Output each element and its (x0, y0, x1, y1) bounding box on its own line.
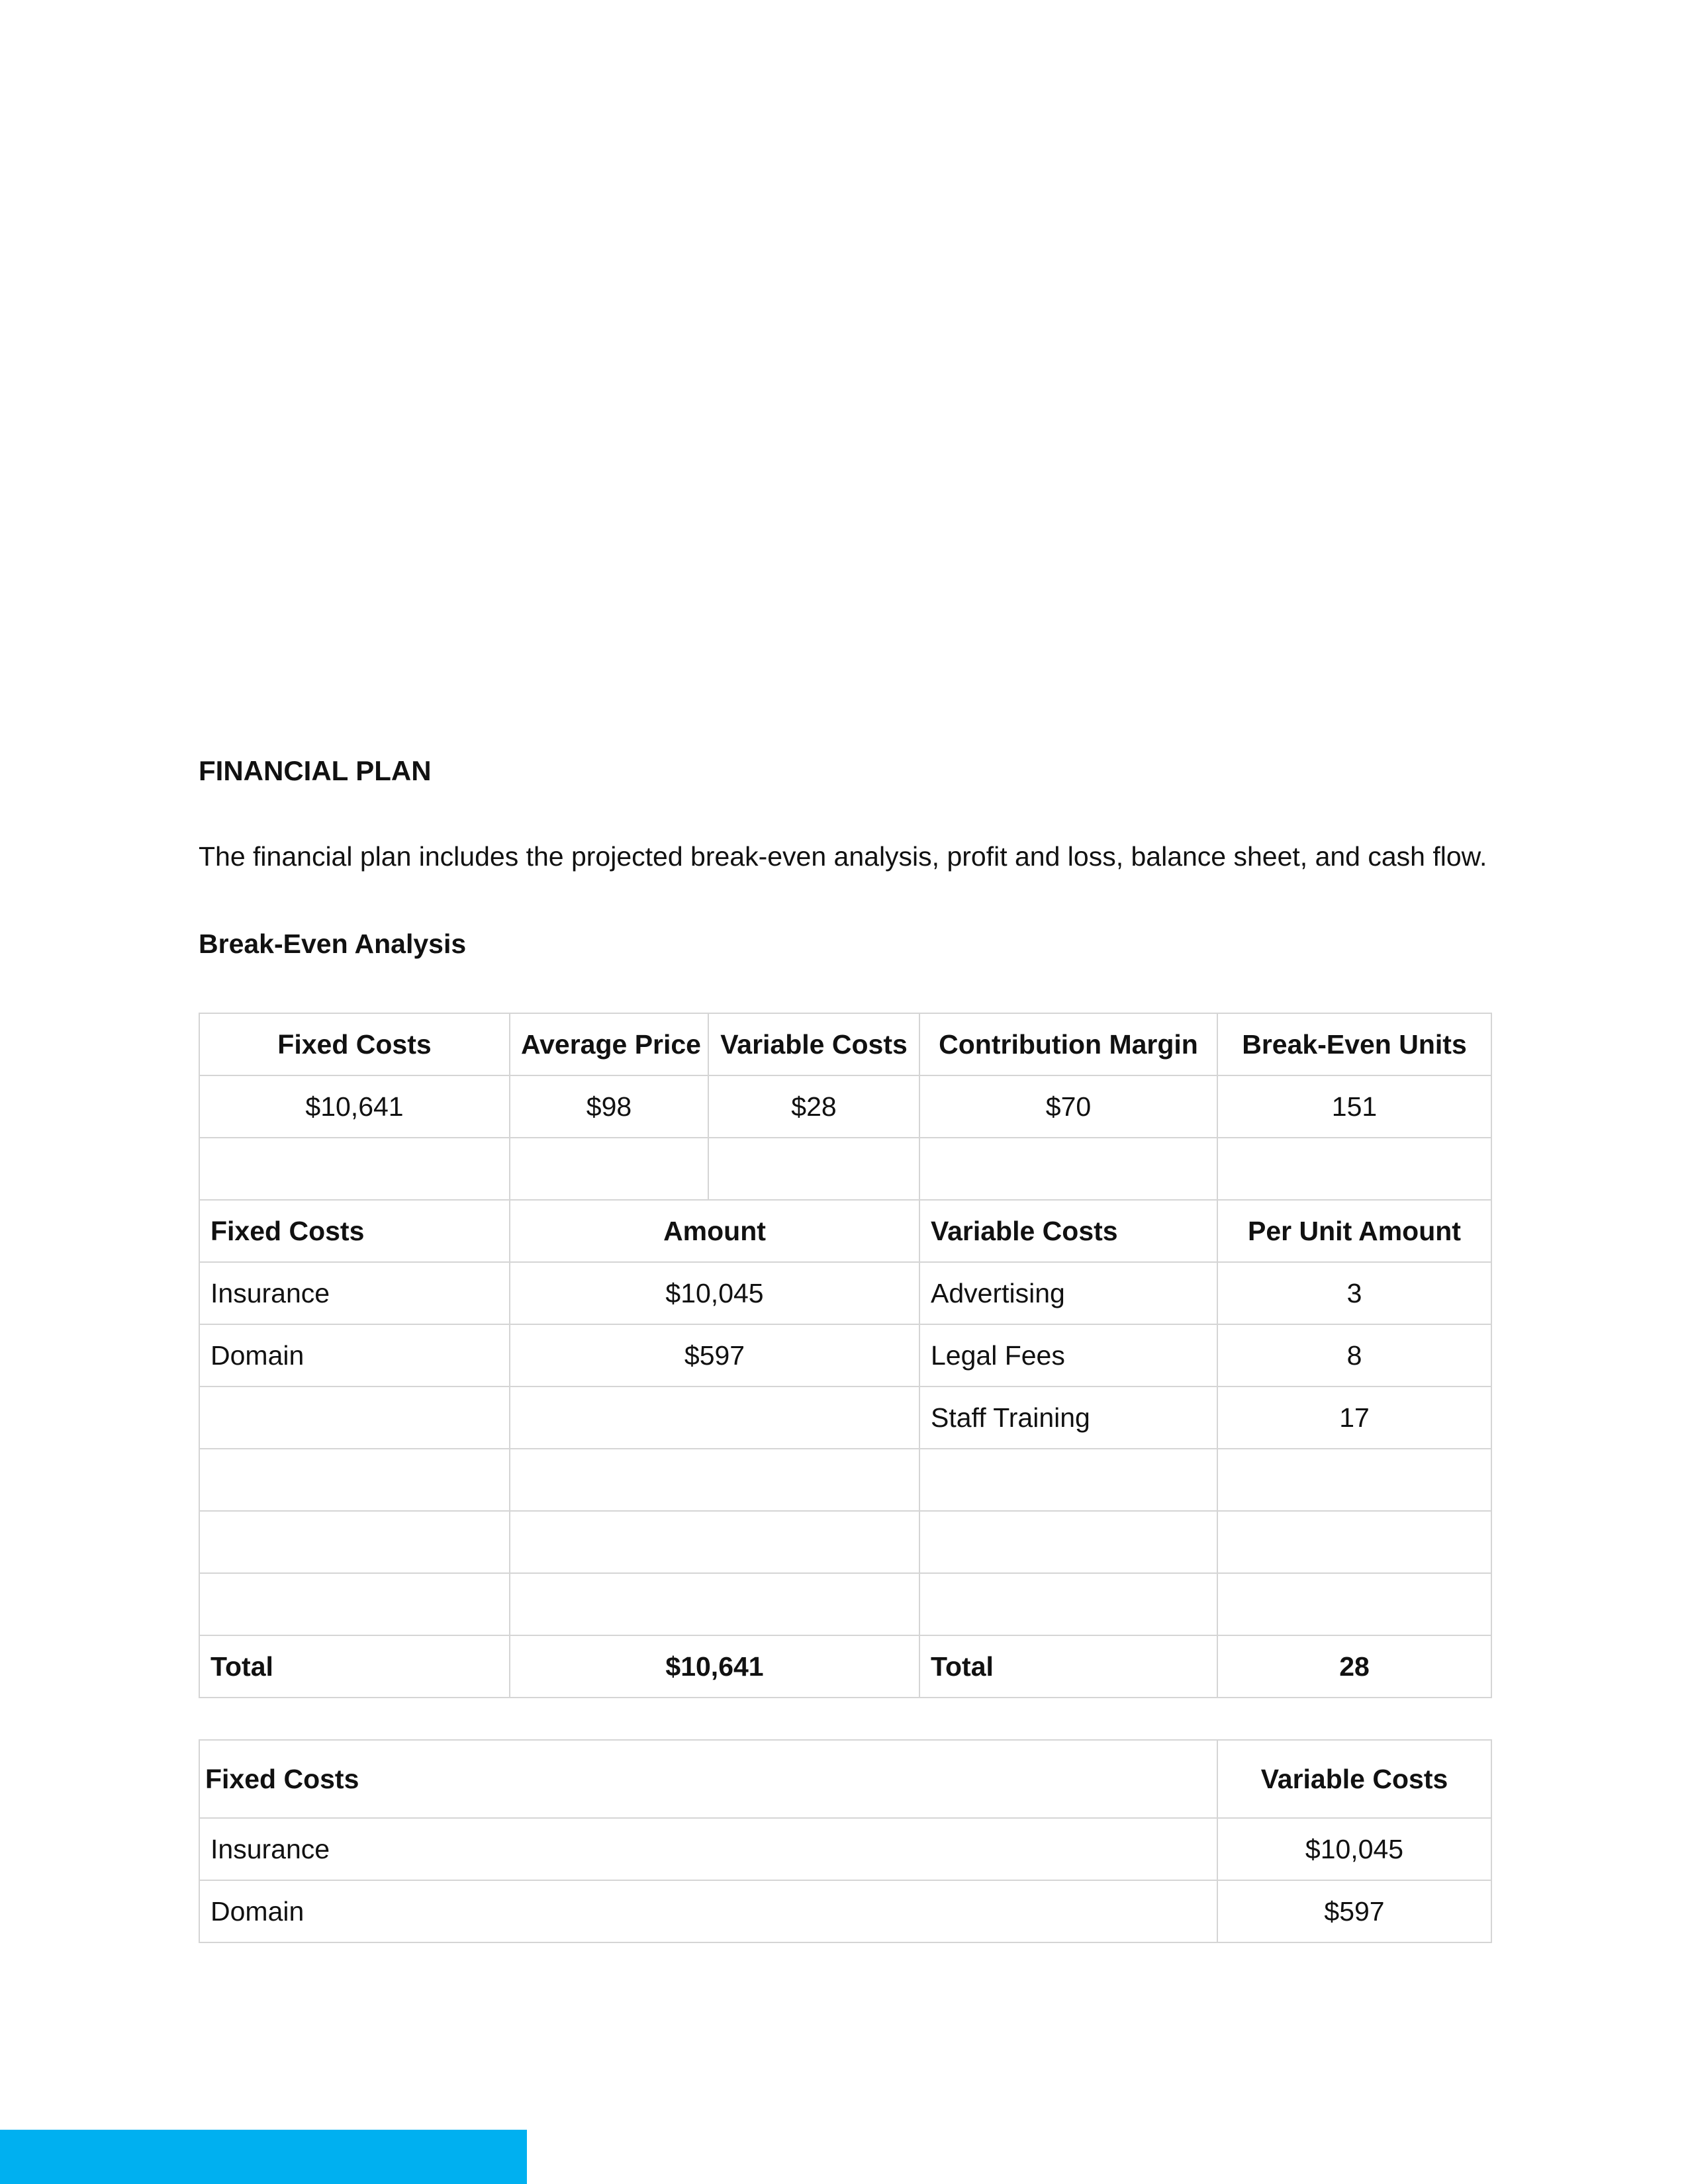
costs-header-row (199, 1740, 1491, 1818)
table-row (199, 1262, 1491, 1324)
fixed-cost-amount: $10,045 (510, 1262, 919, 1324)
variable-cost-total: 28 (1217, 1635, 1491, 1698)
cost-name: Domain (199, 1880, 1217, 1942)
fixed-cost-total: $10,641 (510, 1635, 919, 1698)
variable-cost-name: Legal Fees (919, 1324, 1217, 1387)
section-heading: FINANCIAL PLAN (199, 755, 432, 786)
variable-cost-amount: 3 (1217, 1262, 1491, 1324)
detail-header-cell: Amount (510, 1200, 919, 1262)
summary-value-cell: $28 (708, 1075, 919, 1138)
fixed-cost-name (199, 1449, 510, 1511)
detail-header-cell: Per Unit Amount (1217, 1200, 1491, 1262)
summary-header-row (199, 1013, 1491, 1075)
detail-header-cell: Fixed Costs (199, 1200, 510, 1262)
total-row (199, 1635, 1491, 1698)
table-row (199, 1818, 1491, 1880)
table-row (199, 1324, 1491, 1387)
costs-header-cell: Fixed Costs (199, 1740, 1217, 1818)
table-row (199, 1511, 1491, 1573)
costs-table (199, 1739, 1492, 1943)
total-label: Total (199, 1635, 510, 1698)
empty-cell (1217, 1138, 1491, 1200)
variable-cost-name: Advertising (919, 1262, 1217, 1324)
fixed-cost-name: Insurance (199, 1262, 510, 1324)
variable-cost-amount: 8 (1217, 1324, 1491, 1387)
summary-value-cell: 151 (1217, 1075, 1491, 1138)
summary-values-row (199, 1075, 1491, 1138)
summary-header-cell: Break-Even Units (1217, 1013, 1491, 1075)
variable-cost-amount (1217, 1449, 1491, 1511)
summary-header-cell: Variable Costs (708, 1013, 919, 1075)
fixed-cost-amount (510, 1511, 919, 1573)
empty-cell (199, 1138, 510, 1200)
cost-name: Insurance (199, 1818, 1217, 1880)
table-row (199, 1449, 1491, 1511)
spacer-row (199, 1138, 1491, 1200)
variable-cost-amount: 17 (1217, 1387, 1491, 1449)
table-row (199, 1387, 1491, 1449)
variable-cost-name (919, 1573, 1217, 1635)
summary-value-cell: $10,641 (199, 1075, 510, 1138)
fixed-cost-amount (510, 1387, 919, 1449)
summary-header-cell: Fixed Costs (199, 1013, 510, 1075)
fixed-cost-name (199, 1511, 510, 1573)
table-row (199, 1573, 1491, 1635)
empty-cell (919, 1138, 1217, 1200)
variable-cost-name (919, 1511, 1217, 1573)
variable-cost-name: Staff Training (919, 1387, 1217, 1449)
variable-cost-amount (1217, 1511, 1491, 1573)
variable-cost-amount (1217, 1573, 1491, 1635)
fixed-cost-name (199, 1387, 510, 1449)
fixed-cost-amount: $597 (510, 1324, 919, 1387)
fixed-cost-name: Domain (199, 1324, 510, 1387)
footer-accent-bar (0, 2130, 527, 2184)
empty-cell (510, 1138, 708, 1200)
intro-paragraph: The financial plan includes the projected break-even analysis, profit and loss, balance sheet, and cash flow. (199, 841, 1487, 872)
total-label: Total (919, 1635, 1217, 1698)
cost-amount: $10,045 (1217, 1818, 1491, 1880)
cost-amount: $597 (1217, 1880, 1491, 1942)
costs-header-cell: Variable Costs (1217, 1740, 1491, 1818)
fixed-cost-amount (510, 1449, 919, 1511)
detail-header-row (199, 1200, 1491, 1262)
break-even-subheading: Break-Even Analysis (199, 929, 467, 959)
variable-cost-name (919, 1449, 1217, 1511)
summary-value-cell: $98 (510, 1075, 708, 1138)
detail-header-cell: Variable Costs (919, 1200, 1217, 1262)
summary-header-cell: Contribution Margin (919, 1013, 1217, 1075)
table-row (199, 1880, 1491, 1942)
empty-cell (708, 1138, 919, 1200)
summary-value-cell: $70 (919, 1075, 1217, 1138)
summary-header-cell: Average Price (510, 1013, 708, 1075)
fixed-cost-name (199, 1573, 510, 1635)
fixed-cost-amount (510, 1573, 919, 1635)
break-even-table (199, 1013, 1492, 1698)
